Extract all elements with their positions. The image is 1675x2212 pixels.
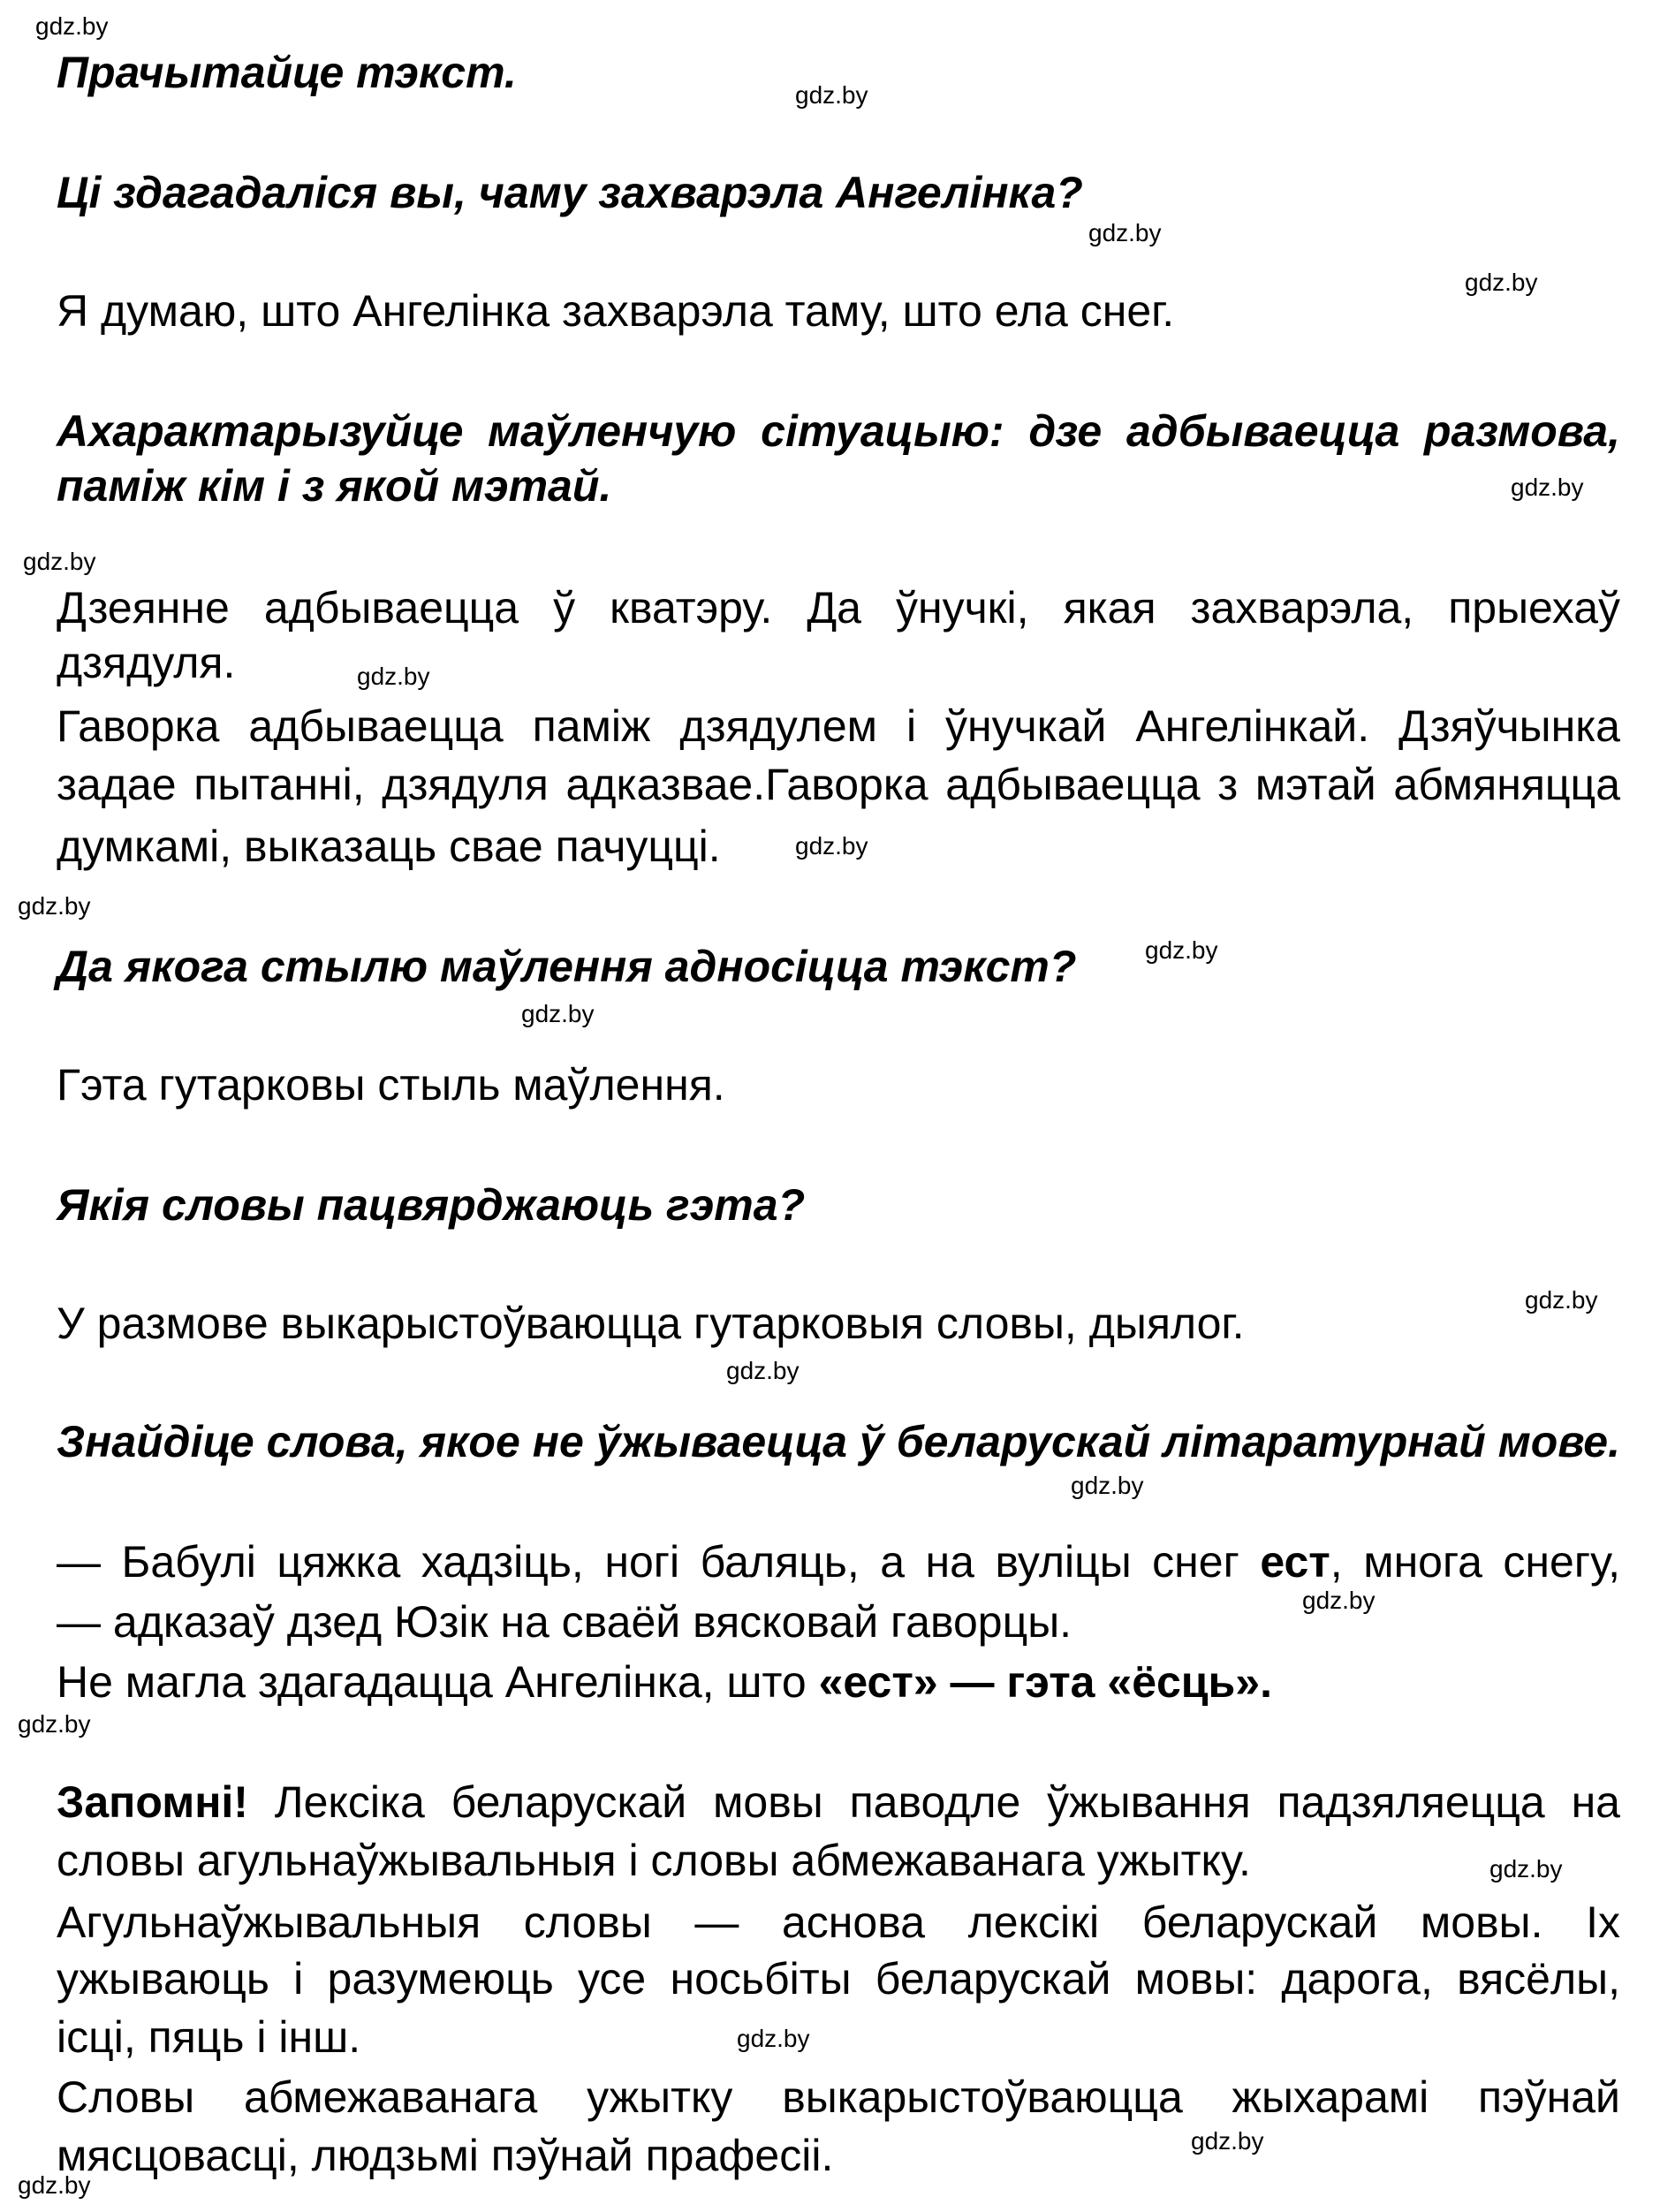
answer-5-dialect-word: ест: [1260, 1537, 1330, 1587]
watermark: gdz.by: [1088, 219, 1162, 246]
question-2-line-2: паміж кім і з якой мэтай.: [57, 461, 612, 511]
answer-3: Гэта гутарковы стыль маўлення.: [57, 1060, 725, 1110]
remember-line-5: ісці, пяць і інш.: [57, 2012, 361, 2062]
answer-5-explanation: «ест» — гэта «ёсць».: [818, 1657, 1272, 1707]
watermark: gdz.by: [795, 81, 868, 109]
answer-5-text: Не магла здагадацца Ангелінка, што: [57, 1657, 819, 1707]
watermark: gdz.by: [1071, 1472, 1144, 1499]
task-prompt: Прачытайце тэкст.: [57, 48, 517, 97]
watermark: gdz.by: [35, 12, 109, 40]
remember-text: Лексіка беларускай мовы паводле ўжывання падзяляецца на: [247, 1777, 1620, 1827]
watermark: gdz.by: [1302, 1587, 1376, 1614]
watermark: gdz.by: [18, 1710, 91, 1738]
answer-5-text: , многа снегу,: [1330, 1537, 1620, 1587]
answer-5-line-1: [57, 1534, 1620, 1590]
remember-label: Запомні!: [57, 1777, 248, 1827]
watermark: gdz.by: [521, 1000, 595, 1027]
question-2-line-1: Ахарактарызуйце маўленчую сітуацыю: дзе адбываецца размова,: [57, 406, 1620, 456]
question-5: Знайдіце слова, якое не ўжываецца ў беларускай літаратурнай мове.: [57, 1417, 1620, 1466]
watermark: gdz.by: [1465, 269, 1538, 296]
question-4: Якія словы пацвярджаюць гэта?: [57, 1180, 806, 1230]
watermark: gdz.by: [737, 2025, 810, 2052]
question-1: Ці здагадаліся вы, чаму захварэла Ангелінка?: [57, 168, 1083, 217]
remember-line-6: Словы абмежаванага ужытку выкарыстоўваюцца жыхарамі пэўнай: [57, 2072, 1620, 2122]
watermark: gdz.by: [18, 892, 91, 920]
answer-1: Я думаю, што Ангелінка захварэла таму, што ела снег.: [57, 286, 1175, 336]
watermark: gdz.by: [1511, 473, 1584, 501]
answer-2-line-1: Дзеянне адбываецца ў кватэру. Да ўнучкі, якая захварэла, прыехаў: [57, 583, 1620, 633]
question-3: Да якога стылю маўлення адносіцца тэкст?: [57, 942, 1077, 991]
watermark: gdz.by: [18, 2171, 91, 2199]
watermark: gdz.by: [1145, 936, 1218, 964]
watermark: gdz.by: [726, 1357, 800, 1384]
watermark: gdz.by: [1191, 2127, 1264, 2155]
answer-2-line-3: Гаворка адбываецца паміж дзядулем і ўнучкай Ангелінкай. Дзяўчынка: [57, 701, 1620, 751]
answer-2-line-5: думкамі, выказаць свае пачуцці.: [57, 822, 721, 871]
remember-line-4: ужываюць і разумеюць усе носьбіты беларускай мовы: дарога, вясёлы,: [57, 1954, 1620, 2004]
remember-line-2: словы агульнаўжывальныя і словы абмежаванага ужытку.: [57, 1836, 1251, 1885]
watermark: gdz.by: [795, 832, 868, 860]
answer-2-line-4: задае пытанні, дзядуля адказвае.Гаворка адбываецца з мэтай абмяняцца: [57, 760, 1620, 809]
watermark: gdz.by: [1489, 1855, 1563, 1882]
answer-5-line-3: [57, 1654, 1272, 1710]
remember-line-3: Агульнаўжывальныя словы — аснова лексікі беларускай мовы. Іх: [57, 1898, 1620, 1947]
watermark: gdz.by: [1525, 1286, 1598, 1314]
remember-line-7: мясцовасці, людзьмі пэўнай прафесіі.: [57, 2131, 834, 2180]
answer-2-line-2: дзядуля.: [57, 638, 236, 687]
answer-5-text: — Бабулі цяжка хадзіць, ногі баляць, а на вуліцы снег: [57, 1537, 1261, 1587]
watermark: gdz.by: [357, 663, 430, 690]
answer-5-line-2: — адказаў дзед Юзік на сваёй вясковай гаворцы.: [57, 1597, 1072, 1647]
answer-4: У размове выкарыстоўваюцца гутарковыя словы, дыялог.: [57, 1299, 1245, 1348]
watermark: gdz.by: [23, 548, 96, 575]
remember-line-1: [57, 1774, 1620, 1830]
